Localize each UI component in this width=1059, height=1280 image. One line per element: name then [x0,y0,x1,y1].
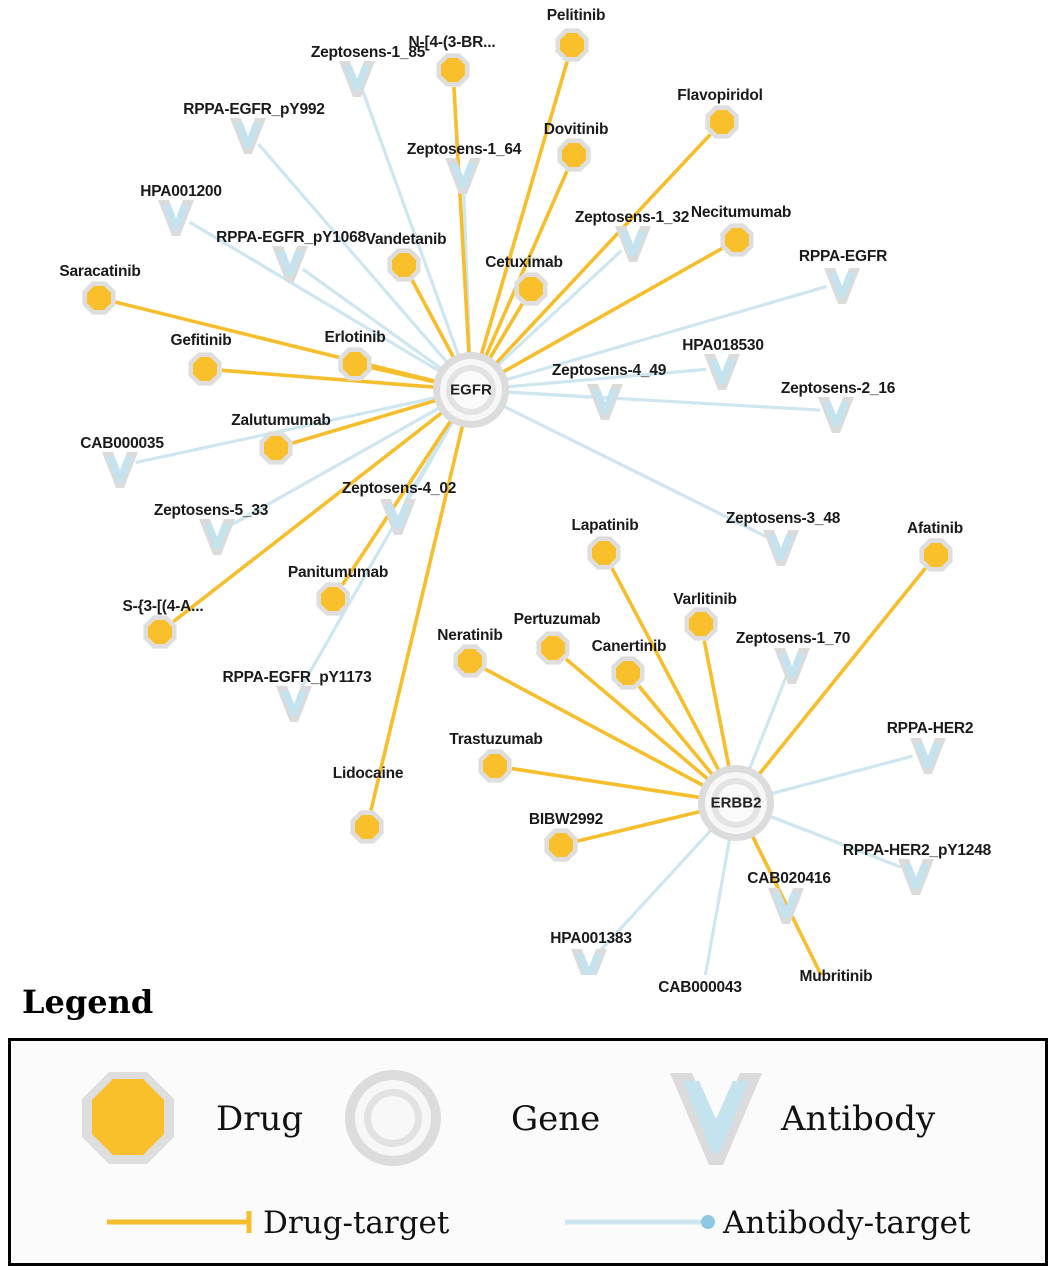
drug-label: Dovitinib [543,121,609,138]
antibody-edge [362,90,459,358]
antibody-node [818,397,854,433]
drug-node-body [148,620,172,644]
legend-drug-edge-icon [107,1211,249,1233]
drug-node [338,347,371,380]
drug-label: Flavopiridol [677,87,763,104]
drug-node-body [87,286,111,310]
drug-node [188,352,221,385]
antibody-node [704,354,740,390]
drug-edge [372,368,438,383]
drug-node-body [592,541,616,565]
drug-node [453,644,486,677]
antibody-label: RPPA-HER2 [886,720,974,737]
drug-node-body [616,661,640,685]
antibody-node [768,888,804,924]
antibody-node [276,686,312,722]
antibody-label: Zeptosens-2_16 [780,380,896,397]
antibody-label: HPA001200 [140,183,222,200]
drug-label: Varlitinib [673,591,737,608]
drug-label: Zalutumumab [231,412,331,429]
drug-label: S-{3-[(4-A... [122,598,204,615]
antibody-node [571,949,607,975]
drug-label: Pertuzumab [513,611,601,628]
drug-label: Pelitinib [546,7,606,24]
drug-node [143,615,176,648]
drug-node [555,28,588,61]
antibody-node [272,246,308,282]
drug-label: Lidocaine [332,765,404,782]
drug-edge [757,568,925,776]
legend-label-gene: Gene [511,1099,601,1139]
drug-node [611,656,644,689]
antibody-node [102,452,138,488]
antibody-node [339,61,375,97]
drug-node [587,536,620,569]
legend-box [8,1038,1048,1266]
antibody-edge [769,756,913,794]
antibody-edge [749,677,787,772]
drug-node-body [343,352,367,376]
drug-label: Gefitinib [170,332,232,349]
antibody-label: Zeptosens-1_70 [735,630,851,647]
drug-node [478,749,511,782]
drug-node [259,431,292,464]
drug-node-body [441,58,465,82]
antibody-label: Zeptosens-5_33 [153,502,269,519]
antibody-label: CAB000035 [80,435,164,452]
drug-node-body [264,436,288,460]
drug-label: Trastuzumab [449,731,543,748]
antibody-node [158,200,194,236]
drug-node [350,810,383,843]
legend-antibody-edge-icon [565,1215,715,1229]
gene-label: EGFR [450,381,492,399]
drug-label: Canertinib [591,638,667,655]
antibody-label: Zeptosens-4_02 [341,480,457,497]
drug-node-body [392,253,416,277]
drug-node-body [193,357,217,381]
drug-node [684,607,717,640]
drug-label: Erlotinib [324,329,386,346]
legend-label-antibody-target: Antibody-target [723,1205,971,1241]
drug-label: Necitumumab [690,204,792,221]
antibody-node [445,158,481,194]
drug-node-body [560,33,584,57]
antibody-label: HPA001383 [550,930,632,947]
antibody-label: RPPA-HER2_pY1248 [842,842,992,859]
drug-node [436,53,469,86]
antibody-label: RPPA-EGFR [798,248,888,265]
drug-node [919,538,952,571]
legend-gene-icon [345,1070,441,1166]
antibody-node [910,738,946,774]
drug-node-body [710,110,734,134]
drug-node [705,105,738,138]
drug-node-body [924,543,948,567]
legend-label-antibody: Antibody [781,1099,936,1139]
antibody-label: RPPA-EGFR_pY992 [183,101,325,118]
drug-edge [454,87,469,356]
antibody-label: Zeptosens-1_32 [574,209,690,226]
legend-title: Legend [22,983,154,1021]
antibody-node [199,519,235,555]
drug-label: Cetuximab [485,254,563,271]
drug-node-body [458,649,482,673]
drug-node [387,248,420,281]
drug-label: Mubritinib [799,968,873,985]
drug-node [536,631,569,664]
antibody-edge [505,392,820,410]
drug-node [316,582,349,615]
antibody-label: RPPA-EGFR_pY1173 [222,669,372,686]
antibody-label: CAB000043 [658,979,742,996]
legend [0,975,1059,1280]
antibody-label: RPPA-EGFR_pY1068 [216,229,366,246]
drug-label: Lapatinib [571,517,639,534]
drug-label: Saracatinib [59,263,141,280]
drug-label: BIBW2992 [528,811,604,828]
antibody-node [587,384,623,420]
antibody-node [763,530,799,566]
drug-edge [342,418,452,584]
drug-node-body [549,833,573,857]
antibody-node [824,268,860,304]
legend-label-drug-target: Drug-target [263,1205,450,1241]
drug-node-body [483,754,507,778]
drug-label: Vandetanib [365,231,447,248]
drug-label: Afatinib [906,520,964,537]
antibody-label: Zeptosens-1_64 [406,141,522,158]
antibody-label: Zeptosens-3_48 [725,510,841,527]
antibody-label: HPA018530 [682,337,764,354]
antibody-label: Zeptosens-4_49 [551,362,667,379]
legend-label-drug: Drug [216,1099,304,1139]
drug-node [514,272,547,305]
antibody-label: CAB020416 [747,870,831,887]
drug-node [82,281,115,314]
drug-node-body [541,636,565,660]
drug-node [557,138,590,171]
drug-label: Neratinib [437,627,503,644]
drug-node-body [321,587,345,611]
antibody-label: Zeptosens-1_85 [310,44,426,61]
drug-node [720,223,753,256]
drug-node-body [355,815,379,839]
antibody-node [774,648,810,684]
drug-edge [512,769,703,798]
legend-antibody-icon [670,1073,762,1165]
antibody-node [615,226,651,262]
drug-label: Panitumumab [287,564,389,581]
drug-node-body [519,277,543,301]
drug-node-body [725,228,749,252]
legend-drug-icon [82,1072,174,1164]
drug-node [544,828,577,861]
drug-label: N-[4-(3-BR... [408,34,496,51]
drug-node-body [562,143,586,167]
antibody-node [898,859,934,895]
drug-node-body [689,612,713,636]
antibody-edge [702,836,730,975]
gene-label: ERBB2 [710,794,762,812]
